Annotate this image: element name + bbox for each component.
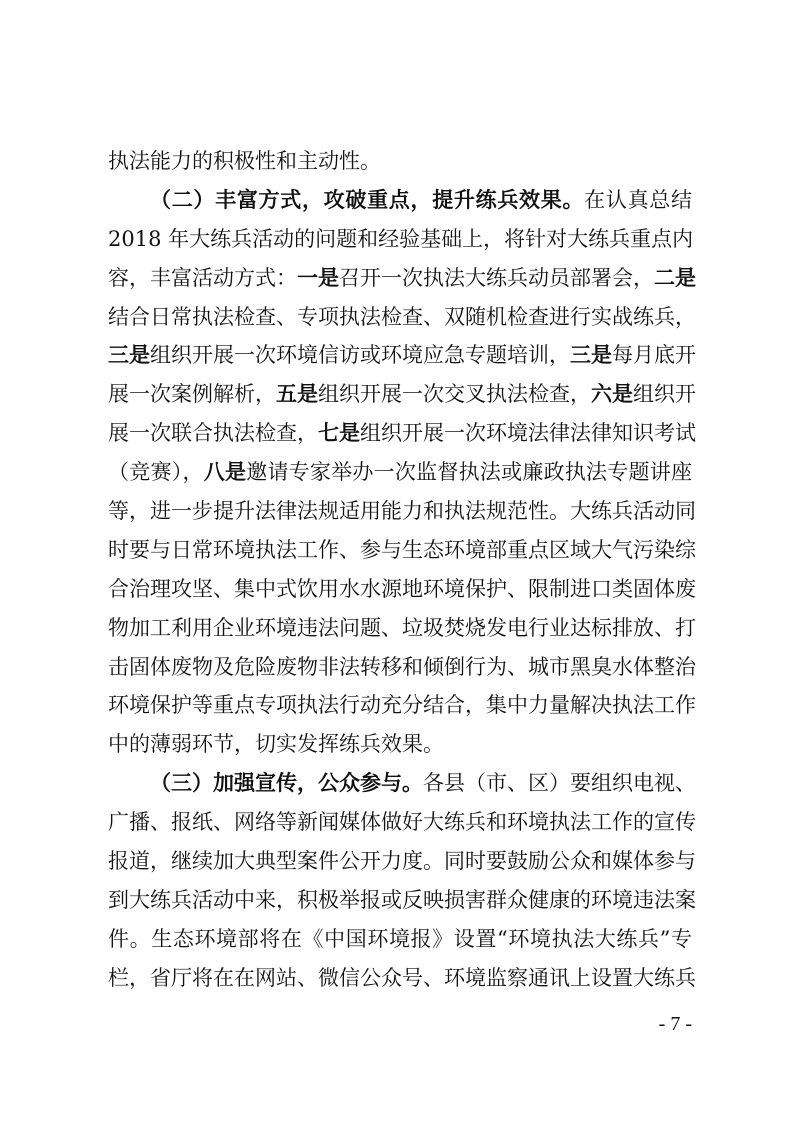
text-segment: 时要与日常环境执法工作、参与生态环境部重点区域大气污染综 bbox=[108, 537, 696, 562]
text-line bbox=[108, 725, 692, 764]
text-line bbox=[108, 336, 696, 375]
text-line bbox=[108, 453, 692, 492]
text-line bbox=[108, 609, 696, 648]
text-segment: 中的薄弱环节，切实发挥练兵效果。 bbox=[108, 732, 444, 757]
text-line bbox=[108, 959, 696, 998]
text-segment: 展一次案例解析， bbox=[108, 382, 276, 407]
text-segment: 合治理攻坚、集中式饮用水水源地环境保护、限制进口类固体废 bbox=[108, 576, 696, 601]
text-segment: 物加工利用企业环境违法问题、垃圾焚烧发电行业达标排放、打 bbox=[108, 615, 696, 640]
text-line bbox=[108, 842, 696, 881]
text-segment: 邀请专家举办一次监督执法或廉政执法专题讲座 bbox=[246, 460, 693, 485]
section-heading: （二）丰富方式，攻破重点，提升练兵效果。 bbox=[150, 186, 585, 212]
bold-segment: 一是 bbox=[297, 264, 339, 290]
text-segment: 击固体废物及危险废物非法转移和倾倒行为、城市黑臭水体整治 bbox=[108, 654, 696, 679]
page-number: - 7 - bbox=[658, 1013, 692, 1035]
bold-segment: 六是 bbox=[591, 381, 633, 407]
text-segment: 件。生态环境部将在《中国环境报》设置“环境执法大练兵”专 bbox=[108, 926, 692, 951]
text-segment: 组织开展一次环境信访或环境应急专题培训， bbox=[150, 343, 570, 368]
text-line bbox=[108, 259, 696, 298]
text-line bbox=[108, 648, 696, 687]
bold-segment: 三是 bbox=[108, 342, 150, 368]
bold-segment: 二是 bbox=[654, 264, 696, 290]
text-segment: 结合日常执法检查、专项执法检查、双随机检查进行实战练兵， bbox=[108, 304, 696, 329]
text-segment: 展一次联合执法检查， bbox=[108, 421, 318, 446]
text-segment: 环境保护等重点专项执法行动充分结合，集中力量解决执法工作 bbox=[108, 693, 696, 718]
text-segment: 执法能力的积极性和主动性。 bbox=[108, 149, 381, 173]
section-heading: （三）加强宣传，公众参与。 bbox=[150, 770, 423, 796]
text-line bbox=[108, 920, 692, 959]
text-line bbox=[108, 414, 696, 453]
text-segment: 2018 年大练兵活动的问题和经验基础上，将针对大练兵重点内 bbox=[108, 226, 694, 251]
text-line bbox=[108, 570, 696, 609]
text-line bbox=[108, 686, 696, 725]
text-segment: 广播、报纸、网络等新闻媒体做好大练兵和环境执法工作的宣传 bbox=[108, 810, 696, 835]
section-heading-line bbox=[108, 181, 692, 220]
text-segment: 等，进一步提升法律法规适用能力和执法规范性。大练兵活动同 bbox=[108, 499, 696, 524]
section-heading-line bbox=[108, 764, 696, 803]
bold-segment: 五是 bbox=[276, 381, 318, 407]
text-line bbox=[108, 375, 696, 414]
bold-segment: 三是 bbox=[570, 342, 612, 368]
bold-segment: 八是 bbox=[203, 459, 247, 485]
text-line bbox=[108, 298, 696, 337]
text-line bbox=[108, 803, 696, 842]
text-line bbox=[108, 531, 696, 570]
text-segment: 容，丰富活动方式： bbox=[108, 265, 297, 290]
text-line bbox=[108, 881, 696, 920]
text-segment: 组织开展一次环境法律法律知识考试 bbox=[360, 421, 696, 446]
body-text bbox=[108, 142, 696, 998]
text-segment: （竞赛）， bbox=[108, 460, 204, 485]
text-line bbox=[108, 220, 692, 259]
text-line bbox=[108, 492, 696, 531]
text-segment: 各县（市、区）要组织电视、 bbox=[423, 771, 696, 796]
text-segment: 召开一次执法大练兵动员部署会， bbox=[339, 265, 654, 290]
bold-segment: 七是 bbox=[318, 420, 360, 446]
text-segment: 在认真总结 bbox=[584, 187, 693, 212]
text-line bbox=[108, 142, 692, 181]
text-segment: 报道，继续加大典型案件公开力度。同时要鼓励公众和媒体参与 bbox=[108, 849, 696, 874]
text-segment: 每月底开 bbox=[612, 343, 696, 368]
text-segment: 栏，省厅将在在网站、微信公众号、环境监察通讯上设置大练兵 bbox=[108, 965, 696, 990]
text-segment: 组织开展一次交叉执法检查， bbox=[318, 382, 591, 407]
text-segment: 组织开 bbox=[633, 382, 696, 407]
text-segment: 到大练兵活动中来，积极举报或反映损害群众健康的环境违法案 bbox=[108, 887, 696, 912]
